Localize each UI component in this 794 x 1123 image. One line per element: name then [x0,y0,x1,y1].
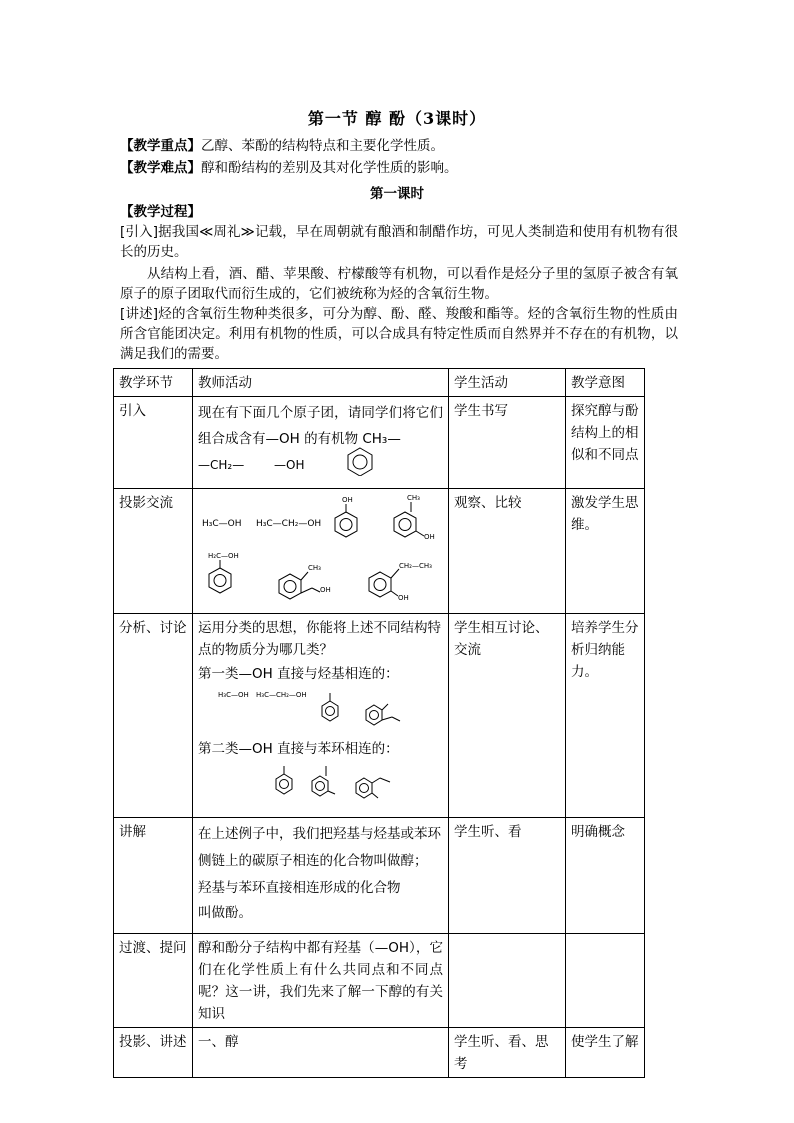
row3-class1: 第一类—OH 直接与烃基相连的： [198,666,399,682]
methanol-formula: H₃C—OH [202,519,242,529]
row3-intent: 培养学生分析归纳能力。 [566,614,645,818]
row4-teacher-2: 羟基与苯环直接相连形成的化合物 [198,880,401,896]
lesson-title: 第一课时 [370,186,424,202]
table-row [114,934,645,1028]
row4-student: 学生听、看 [449,818,566,934]
key-point-line [120,136,680,156]
ethylphenol-structure [369,562,432,602]
row1-groups [198,452,443,478]
structural-formulas-figure [198,492,443,604]
row3-student: 学生相互讨论、交流 [449,614,566,818]
difficult-point-label: 【教学难点】 [120,160,201,176]
row3-teacher-cell [193,614,449,818]
group-ch2: —CH₂— [198,458,245,472]
svg-text:OH: OH [342,496,353,504]
lesson-table [113,368,645,1078]
row5-student [449,934,566,1028]
table-row [114,1028,645,1078]
svg-text:CH₂—CH₃: CH₂—CH₃ [399,562,432,570]
alcohol-class-figure [198,685,443,731]
row3-class2: 第二类—OH 直接与苯环相连的： [198,741,399,757]
svg-text:CH₃: CH₃ [407,494,420,502]
phenol-structure [335,496,357,537]
intro-paragraph: [引入]据我国≪周礼≫记载，早在周朝就有酿酒和制醋作坊，可见人类制造和使用有机物有很长的历史。 [120,224,678,260]
row4-stage: 讲解 [114,818,193,934]
row1-teacher-cell [193,397,449,489]
row1-intent: 探究醇与酚结构上的相似和不同点 [566,397,645,489]
row1-teacher: 现在有下面几个原子团，请同学们将它们组合成含有—OH 的有机物 CH₃— [198,405,443,447]
row6-student: 学生听、看、思考 [449,1028,566,1078]
row6-intent: 使学生了解 [566,1028,645,1078]
row3-teacher: 运用分类的思想，你能将上述不同结构特点的物质分为哪几类？ [198,620,441,658]
header-student: 学生活动 [449,369,566,397]
svg-text:OH: OH [398,594,409,602]
group-oh: —OH [274,458,305,472]
row6-teacher: 一、醇 [193,1028,449,1078]
row2-student: 观察、比较 [449,489,566,614]
lecture-paragraph: [讲述]烃的含氧衍生物种类很多，可分为醇、酚、醛、羧酸和酯等。烃的含氧衍生物的性质由所含官能团决定。利用有机物的性质，可以合成具有特定性质而自然界并不存在的有机物，以满足我们的需要。 [120,306,678,362]
table-row [114,818,645,934]
row2-intent: 激发学生思维。 [566,489,645,614]
table-row [114,397,645,489]
row4-intent: 明确概念 [566,818,645,934]
table-row [114,489,645,614]
header-teacher: 教师活动 [193,369,449,397]
row4-teacher-cell [193,818,449,934]
benzene-ring-icon [344,446,376,476]
row5-intent [566,934,645,1028]
ethanol-formula: H₃C—CH₂—OH [256,519,322,529]
page-title: 第一节 醇 酚（3课时） [307,109,487,128]
svg-text:CH₃: CH₃ [308,564,321,572]
difficult-point-line [120,158,680,178]
phenol-class-figure [198,760,443,808]
cresol-structure [394,494,435,541]
row3-stage: 分析、讨论 [114,614,193,818]
svg-text:OH: OH [320,586,331,594]
row2-teacher-cell [193,489,449,614]
class1-methanol: H₃C—OH [218,691,249,699]
methylbenzyl-alcohol-structure [279,564,331,599]
table-row [114,614,645,818]
row5-stage: 过渡、提问 [114,934,193,1028]
row5-teacher: 醇和酚分子结构中都有羟基（—OH），它们在化学性质上有什么共同点和不同点呢？这一讲，我们先来了解一下醇的有关知识 [193,934,449,1028]
structure-paragraph: 从结构上看，酒、醋、苹果酸、柠檬酸等有机物，可以看作是烃分子里的氢原子被含有氧原子的原子团取代而衍生成的，它们被统称为烃的含氧衍生物。 [120,266,678,302]
key-point-label: 【教学重点】 [120,138,201,154]
difficult-point-text: 醇和酚结构的差别及其对化学性质的影响。 [201,160,458,176]
svg-text:OH: OH [424,533,435,541]
process-label: 【教学过程】 [120,204,201,220]
row6-stage: 投影、讲述 [114,1028,193,1078]
svg-text:H₂C—OH: H₂C—OH [208,552,239,560]
row2-stage: 投影交流 [114,489,193,614]
header-intent: 教学意图 [566,369,645,397]
benzyl-alcohol-structure [208,552,239,593]
row4-teacher-1: 在上述例子中，我们把羟基与烃基或苯环侧链上的碳原子相连的化合物叫做醇； [198,826,441,869]
row1-stage: 引入 [114,397,193,489]
class1-ethanol: H₃C—CH₂—OH [256,691,307,699]
row4-teacher-3: 叫做酚。 [198,905,252,921]
key-point-text: 乙醇、苯酚的结构特点和主要化学性质。 [201,138,444,154]
header-stage: 教学环节 [114,369,193,397]
row1-student: 学生书写 [449,397,566,489]
table-header-row [114,369,645,397]
